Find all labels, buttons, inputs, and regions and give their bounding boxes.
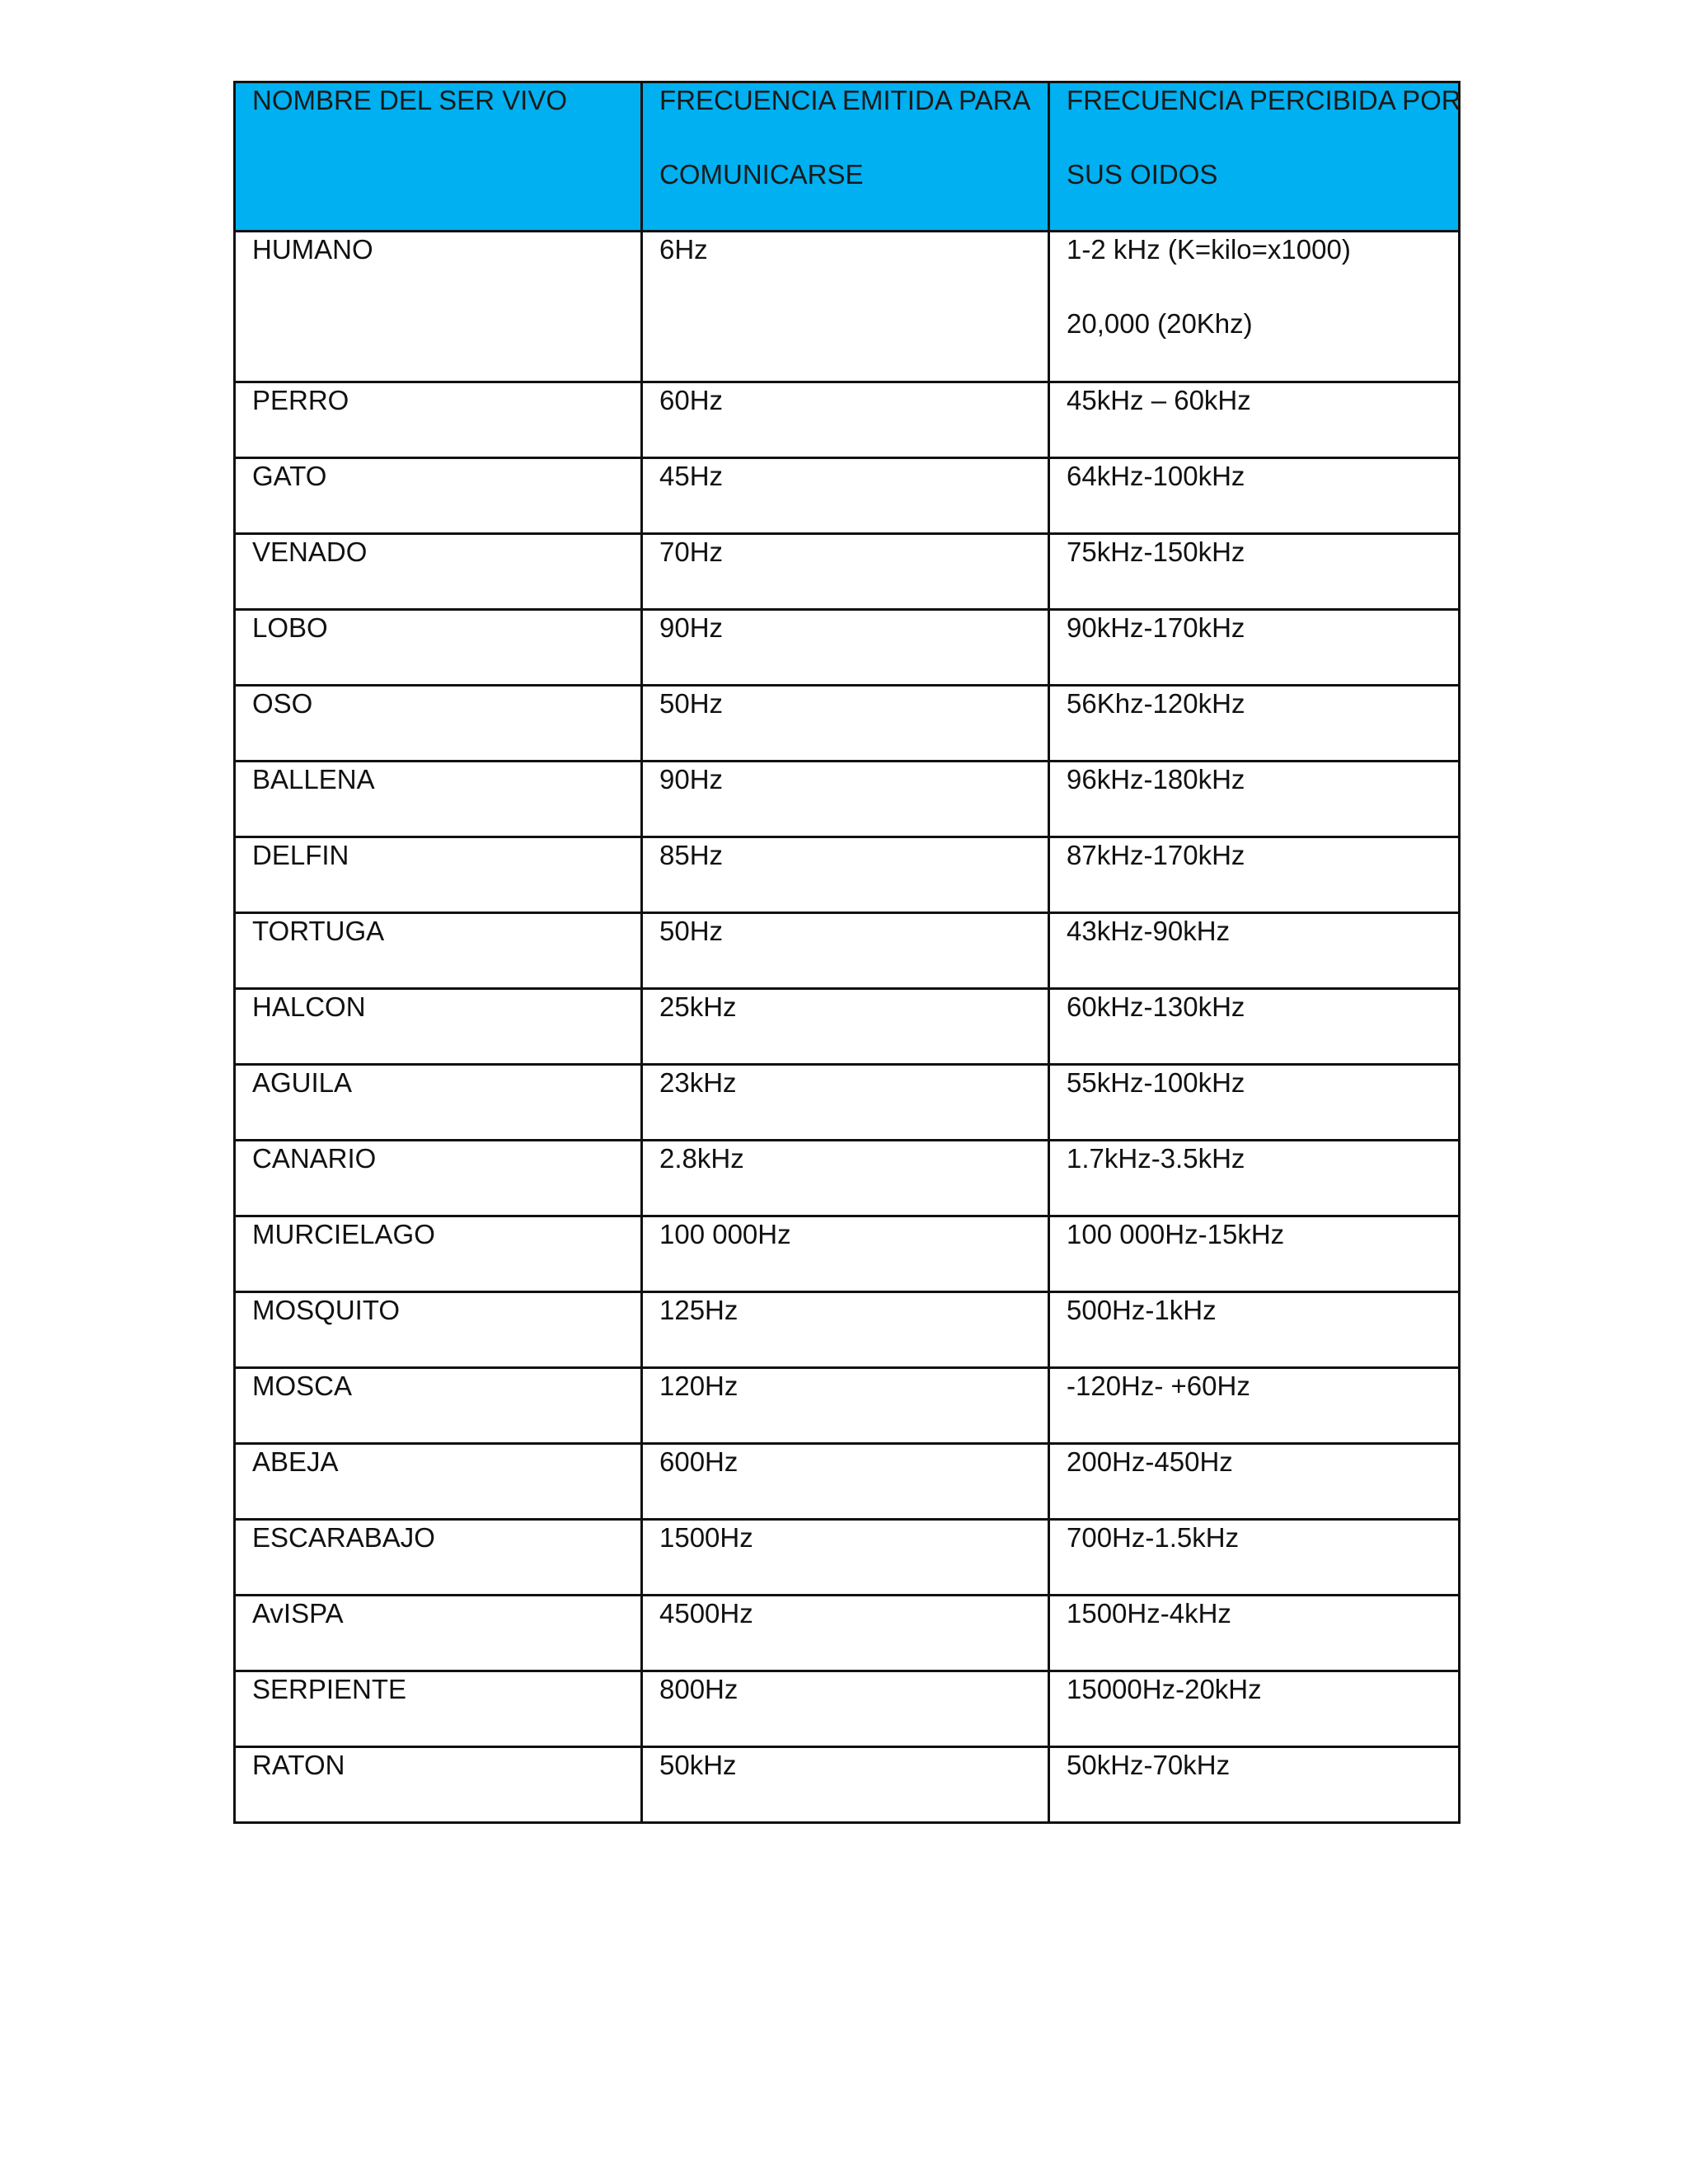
- cell-name-text: BALLENA: [252, 764, 375, 794]
- header-perceived-line-2: SUS OIDOS: [1067, 159, 1218, 190]
- cell-name: [235, 837, 642, 913]
- cell-emitted: [642, 1292, 1049, 1368]
- cell-emitted-text: 50Hz: [659, 916, 724, 946]
- table-row: [235, 1444, 1460, 1520]
- cell-name: [235, 1216, 642, 1292]
- cell-name-text: OSO: [252, 688, 313, 719]
- cell-perceived: [1049, 1520, 1460, 1596]
- cell-perceived-text: 100 000Hz-15kHz: [1067, 1219, 1285, 1249]
- header-perceived-frequency: [1049, 82, 1460, 232]
- cell-emitted: [642, 1596, 1049, 1671]
- cell-emitted: [642, 913, 1049, 989]
- cell-perceived: [1049, 1141, 1460, 1216]
- cell-name: [235, 762, 642, 837]
- cell-perceived-text: 43kHz-90kHz: [1067, 916, 1231, 946]
- header-row: [235, 82, 1460, 232]
- cell-perceived: [1049, 837, 1460, 913]
- table-row: [235, 913, 1460, 989]
- cell-perceived: [1049, 989, 1460, 1065]
- cell-perceived: [1049, 534, 1460, 610]
- table-row: [235, 534, 1460, 610]
- cell-name: [235, 232, 642, 382]
- cell-name-text: AGUILA: [252, 1067, 353, 1098]
- cell-perceived-text: 15000Hz-20kHz: [1067, 1674, 1262, 1704]
- cell-emitted: [642, 686, 1049, 762]
- cell-emitted-text: 70Hz: [659, 537, 724, 567]
- cell-name-text: ABEJA: [252, 1446, 339, 1477]
- header-name: [235, 82, 642, 232]
- cell-name-text: LOBO: [252, 612, 328, 643]
- cell-perceived-text: 1-2 kHz (K=kilo=x1000): [1067, 234, 1351, 265]
- cell-perceived-text: 500Hz-1kHz: [1067, 1295, 1217, 1325]
- cell-emitted-text: 800Hz: [659, 1674, 738, 1704]
- cell-emitted: [642, 1444, 1049, 1520]
- cell-name: [235, 1444, 642, 1520]
- cell-name-text: MURCIELAGO: [252, 1219, 435, 1249]
- cell-emitted: [642, 1520, 1049, 1596]
- cell-emitted-text: 90Hz: [659, 612, 724, 643]
- header-perceived-line-1: FRECUENCIA PERCIBIDA POR: [1067, 85, 1461, 115]
- cell-emitted-text: 120Hz: [659, 1371, 738, 1401]
- cell-name: [235, 1292, 642, 1368]
- table-header: [235, 82, 1460, 232]
- cell-emitted-text: 50Hz: [659, 688, 724, 719]
- cell-perceived-text: 50kHz-70kHz: [1067, 1750, 1231, 1780]
- cell-emitted-text: 60Hz: [659, 385, 724, 415]
- cell-perceived-text: 60kHz-130kHz: [1067, 991, 1245, 1022]
- cell-name: [235, 1671, 642, 1747]
- cell-name: [235, 534, 642, 610]
- table-row: [235, 1065, 1460, 1141]
- cell-name: [235, 1141, 642, 1216]
- cell-perceived: [1049, 458, 1460, 534]
- cell-name-text: GATO: [252, 461, 327, 491]
- cell-name: [235, 382, 642, 458]
- cell-emitted: [642, 458, 1049, 534]
- cell-perceived: [1049, 1065, 1460, 1141]
- cell-perceived-text: 64kHz-100kHz: [1067, 461, 1245, 491]
- cell-emitted-text: 2.8kHz: [659, 1143, 744, 1174]
- cell-emitted: [642, 762, 1049, 837]
- cell-name-text: HALCON: [252, 991, 366, 1022]
- table-row: [235, 989, 1460, 1065]
- cell-emitted-text: 4500Hz: [659, 1598, 753, 1629]
- cell-emitted: [642, 1368, 1049, 1444]
- cell-perceived: [1049, 610, 1460, 686]
- table-row: [235, 1520, 1460, 1596]
- cell-perceived-text: 75kHz-150kHz: [1067, 537, 1245, 567]
- cell-perceived-text: -120Hz- +60Hz: [1067, 1371, 1250, 1401]
- cell-name: [235, 1368, 642, 1444]
- cell-perceived-text: 700Hz-1.5kHz: [1067, 1522, 1240, 1553]
- cell-name: [235, 610, 642, 686]
- cell-emitted: [642, 1747, 1049, 1823]
- table-row: [235, 686, 1460, 762]
- cell-name: [235, 686, 642, 762]
- cell-perceived: [1049, 1444, 1460, 1520]
- frequency-table: [233, 81, 1461, 1824]
- cell-name: [235, 458, 642, 534]
- cell-perceived-text: 45kHz – 60kHz: [1067, 385, 1251, 415]
- cell-name: [235, 1065, 642, 1141]
- cell-perceived: [1049, 1292, 1460, 1368]
- cell-emitted-text: 1500Hz: [659, 1522, 753, 1553]
- cell-perceived-text: 96kHz-180kHz: [1067, 764, 1245, 794]
- cell-perceived-text: 56Khz-120kHz: [1067, 688, 1245, 719]
- table-row: [235, 1596, 1460, 1671]
- header-name-line-1: NOMBRE DEL SER VIVO: [252, 85, 568, 115]
- cell-emitted: [642, 534, 1049, 610]
- cell-emitted-text: 25kHz: [659, 991, 737, 1022]
- cell-perceived-text: 200Hz-450Hz: [1067, 1446, 1233, 1477]
- cell-emitted: [642, 1141, 1049, 1216]
- cell-name-text: CANARIO: [252, 1143, 377, 1174]
- cell-perceived-text: 55kHz-100kHz: [1067, 1067, 1245, 1098]
- cell-emitted-text: 600Hz: [659, 1446, 738, 1477]
- table-row: [235, 1368, 1460, 1444]
- cell-emitted: [642, 1065, 1049, 1141]
- table-row: [235, 1216, 1460, 1292]
- cell-emitted-text: 90Hz: [659, 764, 724, 794]
- header-emitted-line-2: COMUNICARSE: [659, 159, 864, 190]
- cell-perceived: [1049, 382, 1460, 458]
- cell-perceived: [1049, 232, 1460, 382]
- cell-emitted: [642, 1671, 1049, 1747]
- cell-name-text: DELFIN: [252, 840, 349, 870]
- cell-perceived: [1049, 1747, 1460, 1823]
- cell-emitted: [642, 232, 1049, 382]
- table-row: [235, 458, 1460, 534]
- cell-perceived: [1049, 1596, 1460, 1671]
- cell-emitted-text: 23kHz: [659, 1067, 737, 1098]
- cell-perceived: [1049, 1216, 1460, 1292]
- table-row: [235, 837, 1460, 913]
- table-row: [235, 610, 1460, 686]
- cell-perceived-text: 1500Hz-4kHz: [1067, 1598, 1231, 1629]
- cell-perceived: [1049, 762, 1460, 837]
- cell-name-text: AvISPA: [252, 1598, 344, 1629]
- cell-name-text: RATON: [252, 1750, 345, 1780]
- header-emitted-frequency: [642, 82, 1049, 232]
- cell-name-text: MOSQUITO: [252, 1295, 401, 1325]
- cell-name-text: VENADO: [252, 537, 368, 567]
- cell-emitted: [642, 382, 1049, 458]
- cell-emitted-text: 85Hz: [659, 840, 724, 870]
- table-row: [235, 1141, 1460, 1216]
- table-row: [235, 1292, 1460, 1368]
- cell-name-text: SERPIENTE: [252, 1674, 407, 1704]
- cell-perceived: [1049, 1671, 1460, 1747]
- cell-name: [235, 913, 642, 989]
- table-row: [235, 232, 1460, 382]
- table-body: [235, 232, 1460, 1823]
- cell-emitted: [642, 837, 1049, 913]
- header-emitted-line-1: FRECUENCIA EMITIDA PARA: [659, 85, 1031, 115]
- cell-perceived-text: 90kHz-170kHz: [1067, 612, 1245, 643]
- cell-perceived: [1049, 686, 1460, 762]
- cell-name: [235, 1596, 642, 1671]
- cell-emitted: [642, 1216, 1049, 1292]
- cell-perceived-text: 1.7kHz-3.5kHz: [1067, 1143, 1245, 1174]
- cell-emitted: [642, 989, 1049, 1065]
- table-row: [235, 762, 1460, 837]
- cell-emitted-text: 125Hz: [659, 1295, 738, 1325]
- cell-name-text: PERRO: [252, 385, 349, 415]
- cell-emitted: [642, 610, 1049, 686]
- cell-emitted-text: 50kHz: [659, 1750, 737, 1780]
- cell-name: [235, 989, 642, 1065]
- cell-perceived-text: 20,000 (20Khz): [1067, 308, 1253, 339]
- table-row: [235, 382, 1460, 458]
- cell-name-text: ESCARABAJO: [252, 1522, 435, 1553]
- table-row: [235, 1747, 1460, 1823]
- cell-emitted-text: 6Hz: [659, 234, 708, 265]
- cell-name-text: TORTUGA: [252, 916, 385, 946]
- cell-emitted-text: 45Hz: [659, 461, 724, 491]
- cell-name: [235, 1747, 642, 1823]
- cell-perceived: [1049, 1368, 1460, 1444]
- cell-name-text: MOSCA: [252, 1371, 353, 1401]
- table-row: [235, 1671, 1460, 1747]
- cell-name-text: HUMANO: [252, 234, 373, 265]
- cell-name: [235, 1520, 642, 1596]
- cell-perceived-text: 87kHz-170kHz: [1067, 840, 1245, 870]
- cell-perceived: [1049, 913, 1460, 989]
- cell-emitted-text: 100 000Hz: [659, 1219, 791, 1249]
